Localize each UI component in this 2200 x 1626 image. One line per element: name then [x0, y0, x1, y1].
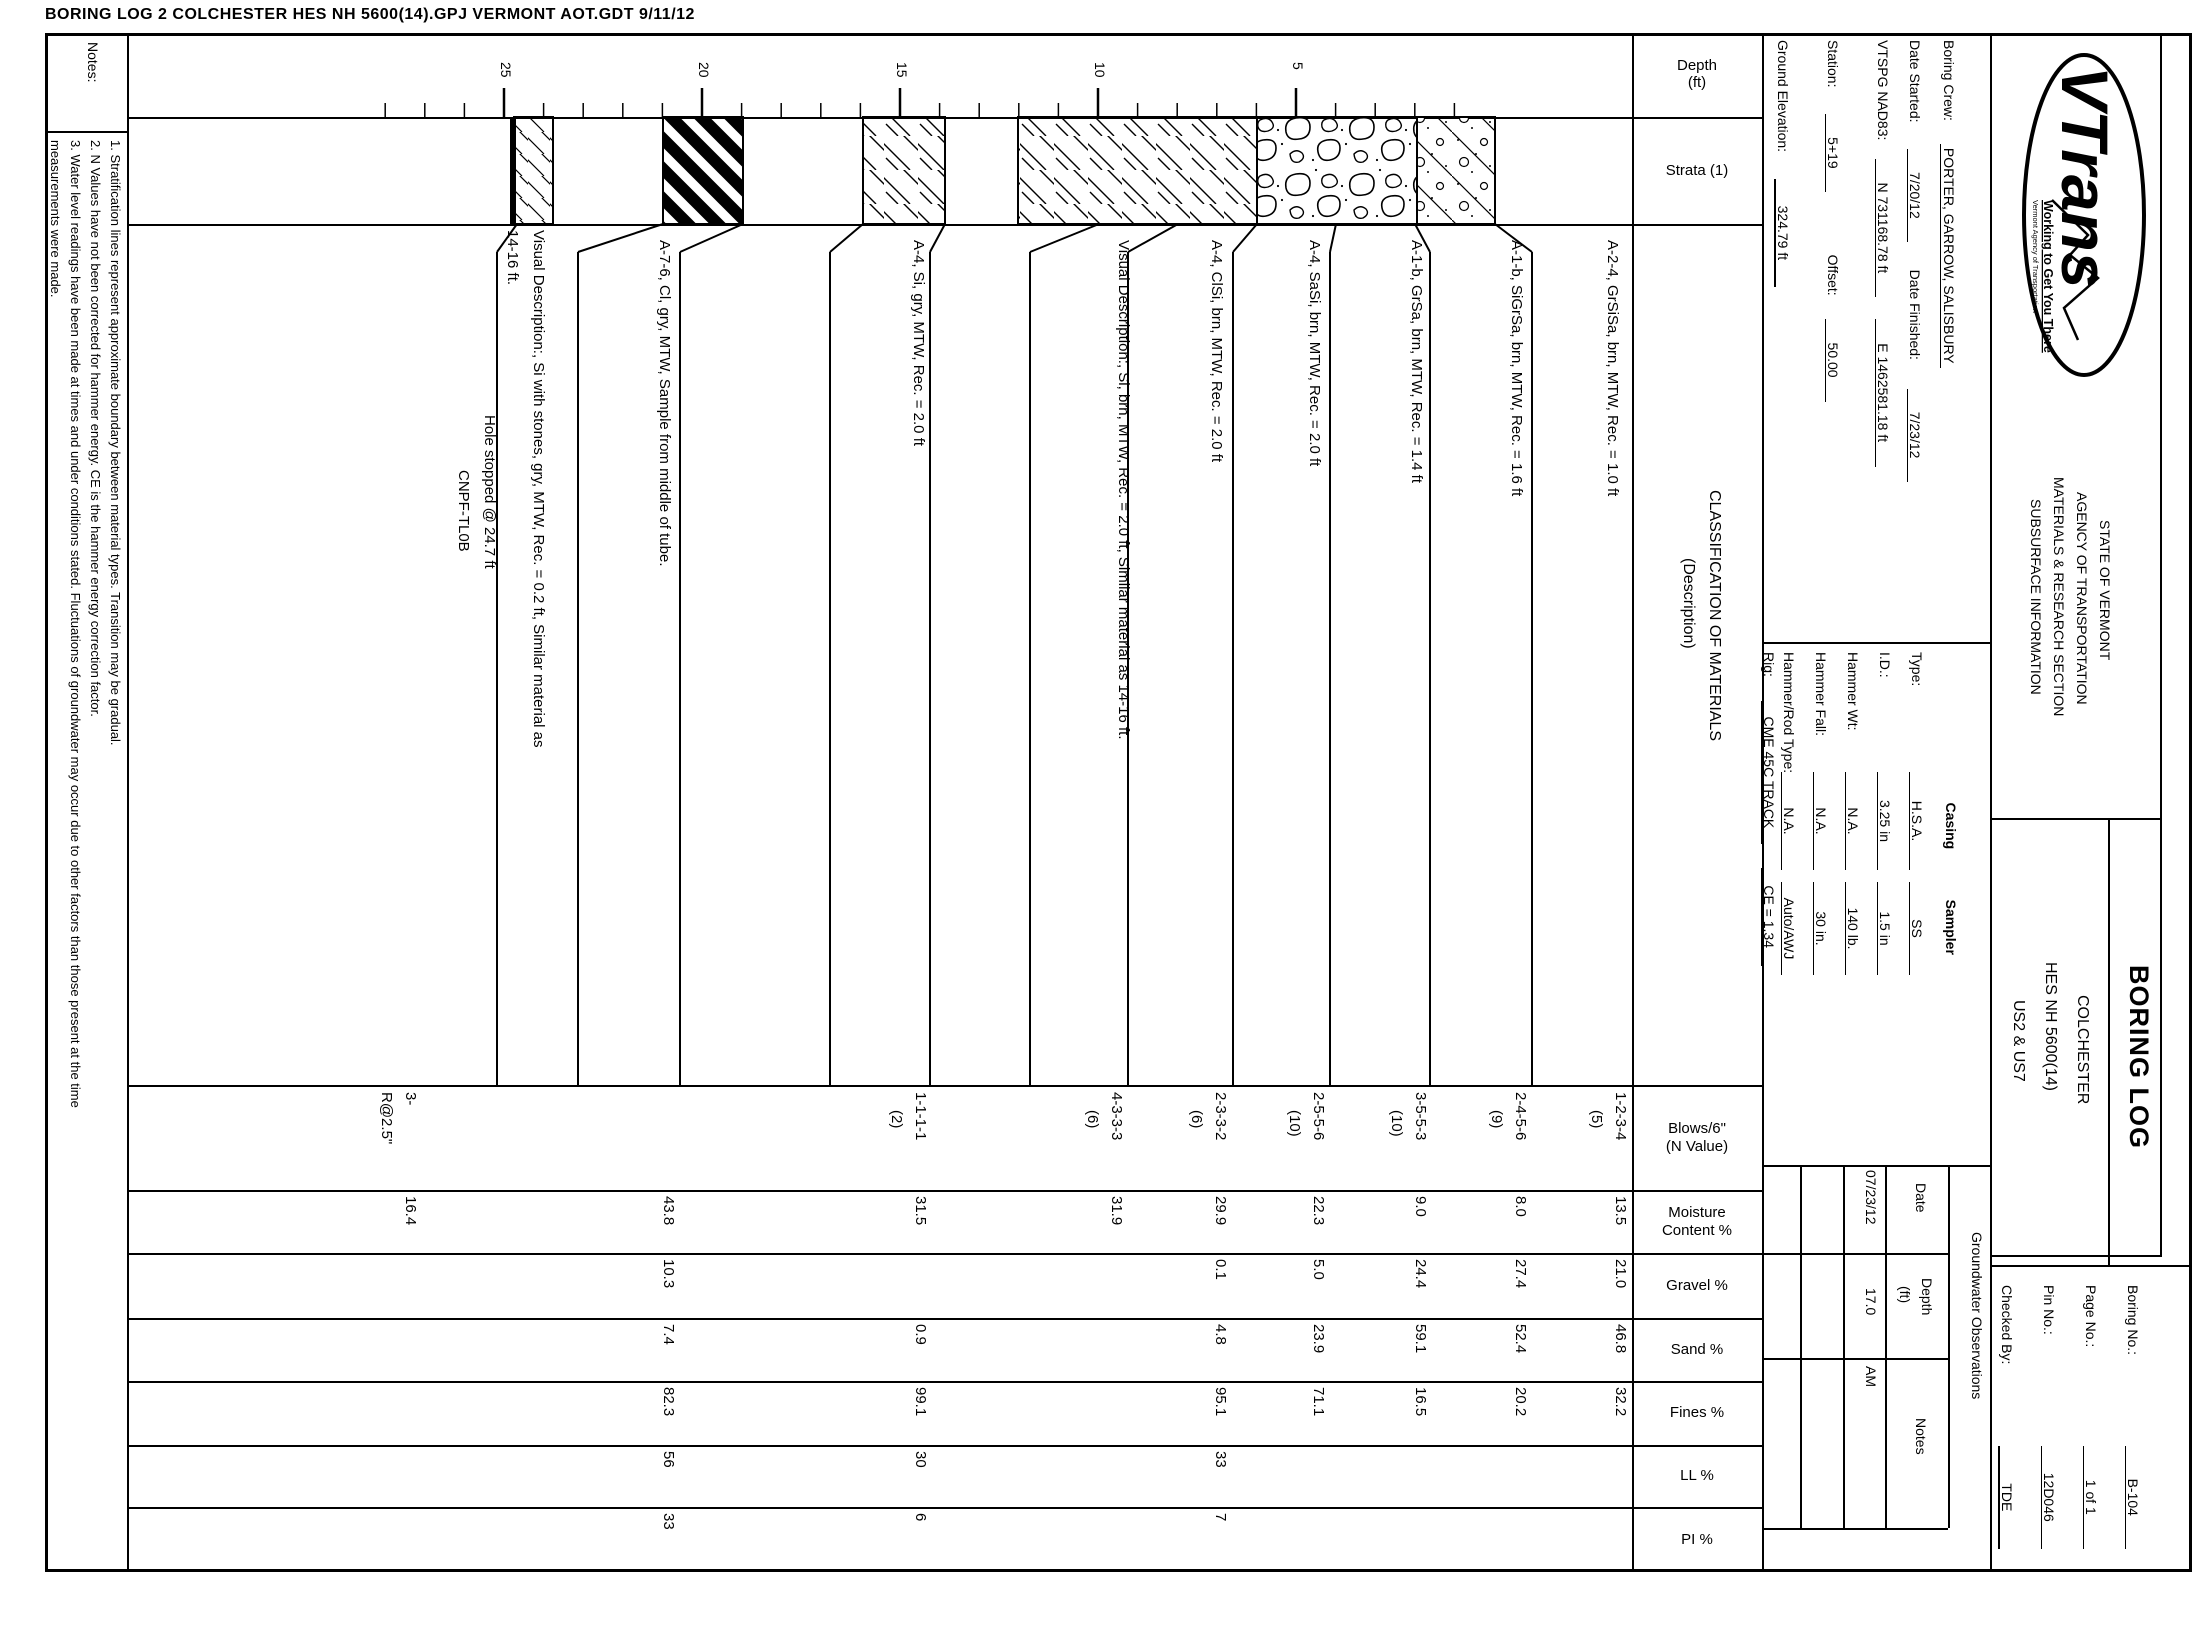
casing-sampler-value: Auto/AWJ [1781, 882, 1796, 975]
moisture-value: 9.0 [1412, 1196, 1429, 1217]
casing-sampler-value: 3.25 in [1877, 772, 1892, 870]
col-header-gravel: Gravel % [1666, 1276, 1728, 1294]
moisture-value: 13.5 [1612, 1196, 1629, 1226]
stratum-description: A-2-4, GrSiSa, brn, MTW, Rec. = 1.0 ft [1604, 240, 1621, 497]
n-value: (10) [1286, 1110, 1303, 1137]
fines-value: 71.1 [1310, 1387, 1327, 1417]
sand-value: 23.9 [1310, 1324, 1327, 1354]
gravel-value: 21.0 [1612, 1259, 1629, 1289]
note-line: measurements were made. [48, 140, 63, 298]
gravel-value: 0.1 [1212, 1259, 1229, 1280]
stratum-description: Visual Description:, Si with stones, gry, MTW, Rec. = 0.2 ft, Similar material as [530, 230, 547, 748]
agency-line: MATERIALS & RESEARCH SECTION [2051, 477, 2067, 717]
moisture-value: 29.9 [1212, 1196, 1229, 1226]
casing-sampler-value: N.A. [1845, 772, 1860, 870]
gravel-value: 5.0 [1310, 1259, 1327, 1280]
depth-tick-label: 25 [498, 62, 514, 78]
note-line: 2. N Values have not been corrected for hammer energy. CE is the hammer energy correction factor. [88, 140, 103, 717]
hole-id-note: CNPF-TL0B [455, 470, 472, 552]
agency-line: STATE OF VERMONT [2097, 520, 2113, 661]
vtrans-logo [2018, 50, 2148, 380]
depth-tick-label: 5 [1290, 62, 1306, 70]
blows-value: 3-5-5-3 [1412, 1092, 1429, 1141]
groundwater-title: Groundwater Observations [1969, 1232, 1985, 1400]
project-town: COLCHESTER [2074, 995, 2091, 1105]
gw-header-depth: Depth [1919, 1278, 1935, 1316]
fines-value: 32.2 [1612, 1387, 1629, 1417]
agency-line: AGENCY OF TRANSPORTATION [2074, 491, 2090, 705]
moisture-value: 22.3 [1310, 1196, 1327, 1226]
blows-value: 4-3-3-3 [1108, 1092, 1125, 1141]
boring-crew-line: Boring Crew: PORTER, GARROW, SALISBURY [1942, 40, 1956, 368]
casing-sampler-label: Hammer Wt: [1845, 652, 1861, 731]
rig-line: Rig: CME 45C TRACK CE = 1.34 [1761, 652, 1776, 966]
stratum-description: A-7-6, Cl, gry, MTW, Sample from middle of tube. [656, 240, 673, 567]
fines-value: 99.1 [912, 1387, 929, 1417]
moisture-value: 31.5 [912, 1196, 929, 1226]
note-line: 3. Water level readings have been made at times and under conditions stated. Fluctuations of groundwater may occur due to other factors than those present at the time [68, 140, 83, 1108]
n-value: (6) [1188, 1110, 1205, 1129]
notes-label: Notes: [85, 42, 101, 83]
pi-value: 7 [1212, 1513, 1229, 1522]
dates-line: Date Started: 7/20/12 Date Finished: 7/23/12 [1907, 40, 1922, 482]
project-number: HES NH 5600(14) [2042, 962, 2059, 1091]
gw-depth-value: 17.0 [1863, 1288, 1879, 1316]
fines-value: 20.2 [1512, 1387, 1529, 1417]
moisture-value: 43.8 [660, 1196, 677, 1226]
ll-value: 30 [912, 1451, 929, 1468]
fines-value: 16.5 [1412, 1387, 1429, 1417]
casing-sampler-value: 30 in. [1813, 882, 1828, 975]
depth-tick-label: 10 [1092, 62, 1108, 78]
casing-sampler-row [1877, 652, 1892, 975]
n-value: (6) [1084, 1110, 1101, 1129]
agency-line: SUBSURFACE INFORMATION [2028, 498, 2044, 695]
casing-sampler-row [1813, 652, 1828, 975]
doc-title: BORING LOG [2124, 965, 2154, 1149]
casing-sampler-value: N.A. [1781, 772, 1796, 870]
gravel-value: 27.4 [1512, 1259, 1529, 1289]
depth-tick-label: 15 [894, 62, 910, 78]
ll-value: 33 [1212, 1451, 1229, 1468]
n-value: (5) [1588, 1110, 1605, 1129]
col-header-strata: Strata (1) [1665, 161, 1729, 179]
gw-date-value: 07/23/12 [1863, 1170, 1879, 1225]
col-header-pi: PI % [1681, 1530, 1713, 1548]
fines-value: 95.1 [1212, 1387, 1229, 1417]
stratum-description: A-1-b, SiGrSa, brn, MTW, Rec. = 1.6 ft [1508, 240, 1525, 497]
stratum-description: A-1-b, GrSa, brn, MTW, Rec. = 1.4 ft [1408, 240, 1425, 483]
casing-sampler-label: Hammer Fall: [1813, 652, 1829, 737]
blows-value: 1-1-1-1 [912, 1092, 929, 1141]
casing-sampler-label: Type: [1909, 652, 1925, 687]
casing-sampler-row [1909, 652, 1924, 975]
casing-sampler-value: 140 lb. [1845, 882, 1860, 975]
gravel-value: 10.3 [660, 1259, 677, 1289]
ll-value: 56 [660, 1451, 677, 1468]
project-roads: US2 & US7 [2010, 1000, 2027, 1082]
col-header-classification-sub: (Description) [1680, 558, 1697, 649]
pi-value: 33 [660, 1513, 677, 1530]
stratum-description: A-4, Si, gry, MTW, Rec. = 2.0 ft [910, 240, 927, 447]
n-value: (2) [888, 1110, 905, 1129]
fines-value: 82.3 [660, 1387, 677, 1417]
pin-no-line: Pin No.: 12D046 [2041, 1285, 2056, 1549]
sand-value: 59.1 [1412, 1324, 1429, 1354]
hole-stopped-note: Hole stopped @ 24.7 ft [481, 415, 498, 569]
col-header-classification: CLASSIFICATION OF MATERIALS [1706, 490, 1723, 741]
vtrans-logo-text: VTrans [2048, 66, 2122, 289]
logo-subtext: Vermont Agency of Transportation [2031, 200, 2040, 313]
col-header-moisture: Moisture Content % [1661, 1204, 1733, 1239]
gw-header-date: Date [1913, 1183, 1929, 1213]
gw-header-depth-unit: (ft) [1897, 1286, 1913, 1304]
sand-value: 0.9 [912, 1324, 929, 1345]
col-header-sand: Sand % [1670, 1340, 1724, 1358]
blows-value: 2-4-5-6 [1512, 1092, 1529, 1141]
sand-value: 52.4 [1512, 1324, 1529, 1354]
sand-value: 46.8 [1612, 1324, 1629, 1354]
moisture-value: 8.0 [1512, 1196, 1529, 1217]
moisture-value: 31.9 [1108, 1196, 1125, 1226]
blows-value: 1-2-3-4 [1612, 1092, 1629, 1141]
casing-sampler-label: I.D.: [1877, 652, 1893, 678]
pi-value: 6 [912, 1513, 929, 1522]
boring-no-line: Boring No.: B-104 [2125, 1285, 2140, 1549]
casing-sampler-value: 1.5 in [1877, 882, 1892, 975]
casing-sampler-value: SS [1909, 882, 1924, 975]
checked-by-line: Checked By: TDE [1998, 1285, 2014, 1549]
col-header-ll: LL % [1680, 1467, 1714, 1485]
logo-tagline: Working to Get You There [2041, 200, 2055, 353]
depth-tick-label: 20 [696, 62, 712, 78]
gw-header-notes: Notes [1913, 1418, 1929, 1455]
sand-value: 7.4 [660, 1324, 677, 1345]
casing-sampler-label: Hammer/Rod Type: [1781, 652, 1797, 774]
station-line: Station: 5+19 Offset: 50.00 [1825, 40, 1840, 402]
n-value: (10) [1388, 1110, 1405, 1137]
n-value: R@2.5" [378, 1092, 395, 1145]
note-line: 1. Stratification lines represent approximate boundary between material types. Transition may be gradual. [108, 140, 123, 746]
col-header-depth: Depth (ft) [1676, 56, 1718, 91]
casing-sampler-value: N.A. [1813, 772, 1828, 870]
stratum-description: A-4, SaSi, brn, MTW, Rec. = 2.0 ft [1306, 240, 1323, 467]
col-header-fines: Fines % [1669, 1404, 1725, 1422]
casing-sampler-value: H.S.A. [1909, 772, 1924, 870]
coordinates-line: VTSPG NAD83: N 731168.78 ft E 1462581.18 ft [1875, 40, 1890, 467]
file-banner: BORING LOG 2 COLCHESTER HES NH 5600(14).GPJ VERMONT AOT.GDT 9/11/12 [45, 6, 695, 23]
n-value: (9) [1488, 1110, 1505, 1129]
casing-sampler-row [1781, 652, 1796, 975]
blows-value: 2-5-5-6 [1310, 1092, 1327, 1141]
page-no-line: Page No.: 1 of 1 [2083, 1285, 2098, 1549]
stratum-description: 14-16 ft. [504, 230, 521, 286]
blows-value: 2-3-3-2 [1212, 1092, 1229, 1141]
gravel-value: 24.4 [1412, 1259, 1429, 1289]
blows-value: 3- [402, 1092, 419, 1106]
gw-notes-value: AM [1863, 1366, 1879, 1387]
stratum-description: Visual Description:, Si, brn, MTW, Rec. = 2.0 ft, Similar material as 14-16 ft. [1115, 240, 1132, 740]
casing-sampler-header: Casing Sampler [1943, 802, 1959, 955]
col-header-blows: Blows/6" (N Value) [1665, 1120, 1729, 1155]
ground-elevation-line: Ground Elevation: 324.79 ft [1774, 40, 1790, 287]
casing-sampler-row [1845, 652, 1860, 975]
stratum-description: A-4, ClSi, brn, MTW, Rec. = 2.0 ft [1208, 240, 1225, 463]
sand-value: 4.8 [1212, 1324, 1229, 1345]
moisture-value: 16.4 [402, 1196, 419, 1226]
